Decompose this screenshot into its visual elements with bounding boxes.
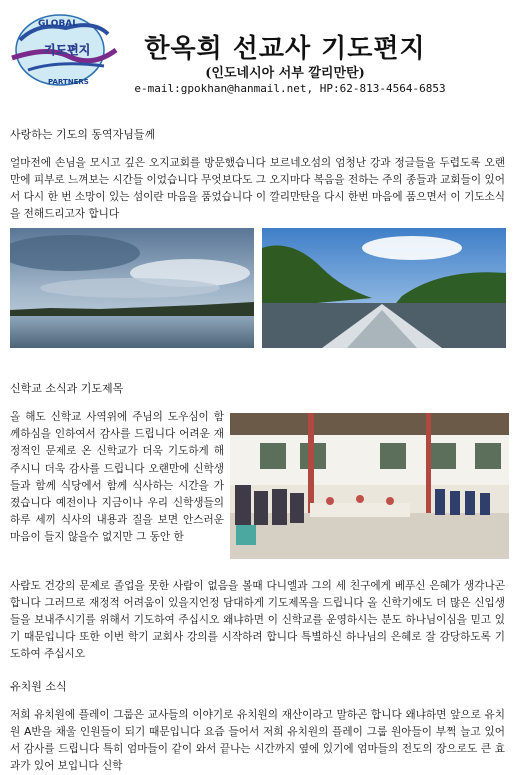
seminary-paragraph: 사람도 건강의 문제로 졸업을 못한 사람이 없음을 볼때 다니엘과 그의 세 친구에게 베푸신 은혜가 생각나곤 합니다 그러므로 재정적 어려움이 있을지언정 담대하게 기도제목을 드립니다 올 신학기에도 더 많은 신입생들을 보내주시기를 위해서 기도하여 주십시오 왜냐하면 이 신학교를 운영하시는 분도 하나님이심을 믿고 있기 때문입니다 또한 이번 학기 교회사 강의를 시작하려 합니다 특별하신 하나님의 은혜로 잘 감당하도록 기도하여 주십시오 — [10, 580, 505, 660]
logo-center-text: 기도편지 — [44, 43, 91, 57]
letter-title: 한옥희 선교사 기도편지 — [144, 34, 426, 64]
greeting: 사랑하는 기도의 동역자님들께 — [10, 128, 156, 141]
letter-subtitle: (인도네시아 서부 깔리만탄) — [205, 66, 365, 81]
global-partners-logo — [8, 10, 120, 90]
river-sky-photo — [10, 228, 254, 348]
intro-paragraph: 얼마전에 손님을 모시고 깊은 오지교회를 방문했습니다 보르네오섬의 엄청난 강과 정글들을 두렵도록 오랜만에 피부로 느껴보는 시간들 이었습니다 무엇보다도 그 오지마다 복음을 전하는 주의 종들과 교회들이 있어서 다시 한 번 소망이 있는 섬이란 마음을 품었습니다 이 깔리만탄을 다시 한번 마음에 품으면서 이 기도소식을 전해드리고자 합니다 — [10, 157, 505, 220]
boat-wake-photo — [262, 228, 506, 348]
kindergarten-paragraph: 저희 유치원에 플레이 그룹은 교사들의 이야기로 유치원의 재산이라고 말하곤 합니다 왜냐하면 앞으로 유치원 A반을 채울 인원들이 되기 때문입니다 요즘 들어서 저희 유치원의 플레이 그룹 원아들이 부쩍 늘고 있어서 감사를 드립니다 특히 엄마들이 같이 와서 끝나는 시간까지 옆에 있기에 엄마들의 전도의 장으로도 큰 효과가 있어 보입니다 신학 — [10, 709, 505, 772]
kindergarten-heading: 유치원 소식 — [10, 680, 67, 693]
seminary-heading: 신학교 소식과 기도제목 — [10, 382, 124, 395]
seminary-dining-photo — [230, 413, 509, 559]
logo-bottom-text: PARTNERS — [48, 78, 89, 86]
seminary-text-column: 올 해도 신학교 사역위에 주님의 도우심이 함께하심을 인하여서 감사를 드립니다 어려운 재정적인 문제로 온 신학교가 더욱 기도하게 해주시니 더욱 감사를 드립니다 오랜만에 신학생들과 함께 식당에서 함께 식사하는 시간을 가졌습니다 예전이나 지금이나 우리 신학생들의 하루 세끼 식사의 내용과 질을 보면 안스러운 마음이 들지 않을수 없지만 그 동안 한 — [10, 411, 224, 544]
logo-top-text: GLOBAL — [38, 19, 79, 29]
contact-info: e-mail:gpokhan@hanmail.net, HP:62-813-4564-6853 — [134, 82, 446, 95]
